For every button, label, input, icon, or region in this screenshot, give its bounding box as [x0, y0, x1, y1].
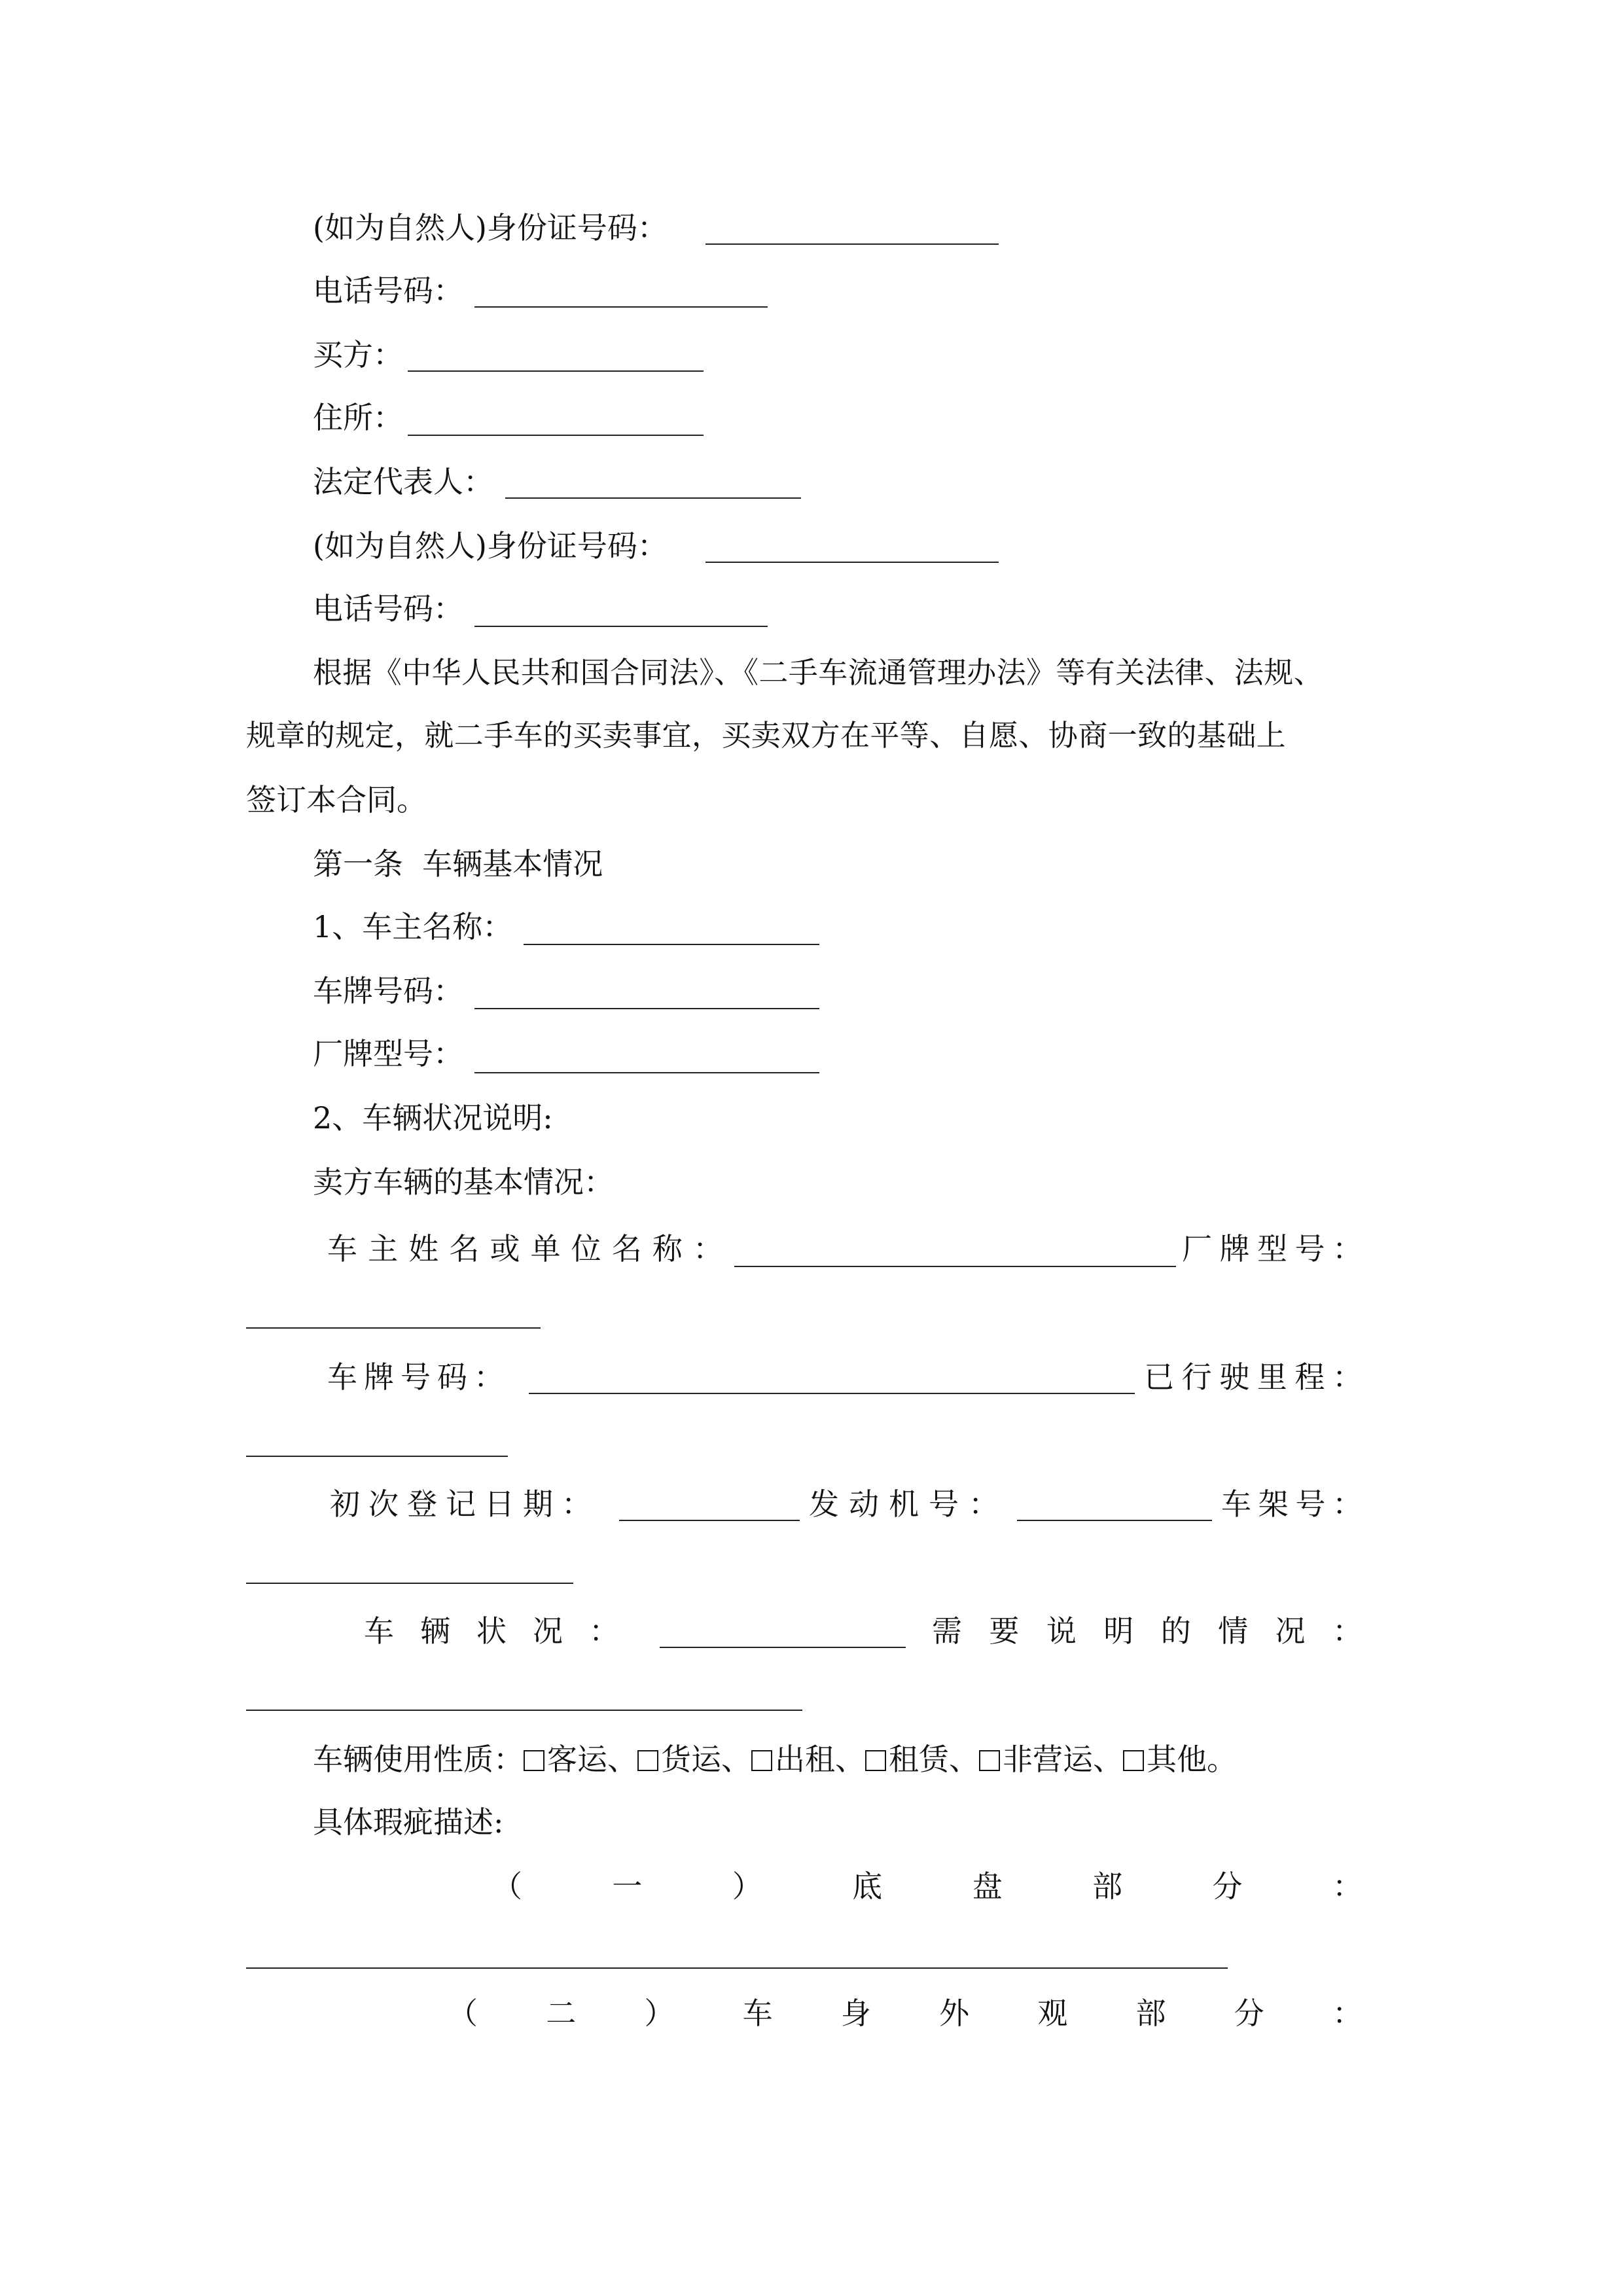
plate-number-label: 车 牌 号 码 ： — [327, 1359, 504, 1395]
checkbox-lease[interactable] — [865, 1750, 886, 1771]
model-blank — [474, 1072, 819, 1073]
mileage-label: 已 行 驶 里 程 ： — [1144, 1359, 1363, 1395]
buyer-address-blank — [408, 435, 704, 436]
model-label: 厂牌型号： — [313, 1036, 463, 1071]
usage-option-passenger: 客运、 — [547, 1742, 637, 1777]
buyer-legal-rep-label: 法定代表人： — [313, 464, 493, 499]
buyer-id-blank — [705, 562, 999, 563]
first-registration-label: 初 次 登 记 日 期 ： — [330, 1486, 592, 1522]
buyer-phone-label: 电话号码： — [313, 591, 463, 626]
buyer-label: 买方： — [313, 337, 403, 372]
usage-option-other: 其他。 — [1147, 1742, 1237, 1777]
frame-number-blank — [246, 1583, 573, 1584]
seller-id-label: (如为自然人)身份证号码： — [313, 210, 668, 245]
defects-heading: 具体瑕疵描述: — [313, 1804, 504, 1840]
usage-option-freight: 货运、 — [661, 1742, 751, 1777]
preamble-line-1: 根据《中华人民共和国合同法》、《二手车流通管理办法》等有关法律、法规、 — [313, 655, 1324, 690]
owner-or-unit-blank — [734, 1266, 1176, 1267]
checkbox-passenger[interactable] — [524, 1750, 544, 1771]
buyer-id-label: (如为自然人)身份证号码： — [313, 528, 668, 564]
buyer-legal-rep-blank — [505, 497, 801, 499]
first-registration-blank — [619, 1520, 800, 1521]
engine-number-blank — [1017, 1520, 1212, 1521]
article-1-title: 第一条 车辆基本情况 — [313, 846, 603, 882]
plate-number-blank — [529, 1393, 1135, 1394]
chassis-part-blank — [246, 1967, 1228, 1969]
usage-option-lease: 租赁、 — [889, 1742, 979, 1777]
seller-phone-label: 电话号码： — [313, 273, 463, 308]
usage-label: 车辆使用性质： — [313, 1742, 524, 1777]
brand-model-blank — [246, 1327, 541, 1329]
buyer-address-label: 住所： — [313, 400, 403, 435]
seller-id-blank — [705, 243, 999, 245]
owner-name-blank — [524, 944, 819, 945]
basic-heading: 卖方车辆的基本情况： — [313, 1164, 614, 1200]
buyer-phone-blank — [474, 626, 768, 627]
usage-row — [313, 1740, 1237, 1779]
brand-model-label: 厂 牌 型 号 ： — [1182, 1231, 1363, 1266]
vehicle-status-blank — [660, 1647, 906, 1648]
seller-phone-blank — [474, 306, 768, 308]
checkbox-taxi[interactable] — [751, 1750, 772, 1771]
vehicle-status-label: 车 辆 状 况 ： — [364, 1613, 619, 1649]
plate-blank — [474, 1008, 819, 1009]
to-explain-blank — [246, 1710, 802, 1711]
usage-option-non-commercial: 非营运、 — [1003, 1742, 1123, 1777]
to-explain-label: 需 要 说 明 的 情 况 ： — [932, 1613, 1363, 1649]
owner-or-unit-label: 车 主 姓 名 或 单 位 名 称 ： — [327, 1231, 723, 1266]
preamble-line-2: 规章的规定，就二手车的买卖事宜，买卖双方在平等、自愿、协商一致的基础上 — [246, 718, 1287, 753]
usage-option-taxi: 出租、 — [775, 1742, 865, 1777]
plate-label: 车牌号码： — [313, 973, 463, 1009]
checkbox-non-commercial[interactable] — [979, 1750, 1000, 1771]
engine-number-label: 发 动 机 号 ： — [809, 1486, 999, 1522]
buyer-blank — [408, 370, 704, 372]
status-heading: 2、车辆状况说明: — [313, 1100, 553, 1136]
preamble-line-3: 签订本合同。 — [246, 782, 427, 817]
frame-number-label: 车 架 号 ： — [1221, 1486, 1363, 1522]
mileage-blank — [246, 1456, 508, 1457]
checkbox-other[interactable] — [1123, 1750, 1144, 1771]
chassis-part-label: （ 一 ） 底 盘 部 分 ： — [492, 1869, 1363, 1904]
owner-name-label: 1、车主名称： — [313, 909, 513, 944]
body-exterior-part-label: （ 二 ） 车 身 外 观 部 分 ： — [448, 1996, 1363, 2031]
checkbox-freight[interactable] — [637, 1750, 658, 1771]
